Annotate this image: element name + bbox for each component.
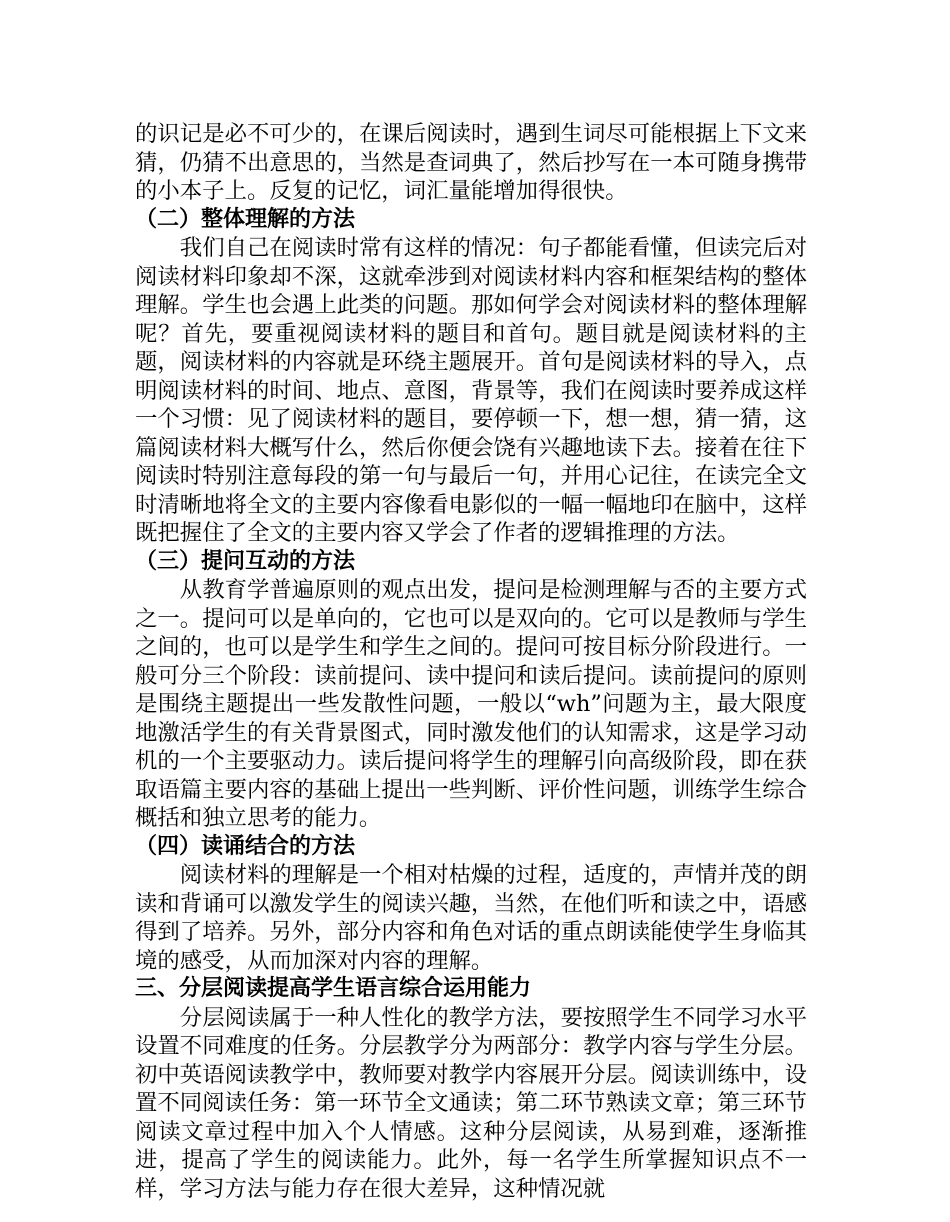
paragraph-questioning: 从教育学普遍原则的观点出发，提问是检测理解与否的主要方式之一。提问可以是单向的，它也可以是双向的。它可以是教师与学生之间的，也可以是学生和学生之间的。提问可按目标分阶段进行。一般可分三个阶段：读前提问、读中提问和读后提问。读前提问的原则是围绕主题提出一些发散性问题，一般以“wh”问题为主，最大限度地激活学生的有关背景图式，同时激发他们的认知需求，这是学习动机的一个主要驱动力。读后提问将学生的理解引向高级阶段，即在获取语篇主要内容的基础上提出一些判断、评价性问题，训练学生综合概括和独立思考的能力。 — [135, 577, 807, 831]
section-heading-layered-reading: 三、分层阅读提高学生语言综合运用能力 — [135, 976, 532, 1001]
paragraph-layered-reading: 分层阅读属于一种人性化的教学方法，要按照学生不同学习水平设置不同难度的任务。分层教学分为两部分：教学内容与学生分层。初中英语阅读教学中，教师要对教学内容展开分层。阅读训练中，设置不同阅读任务：第一环节全文通读；第二环节熟读文章；第三环节阅读文章过程中加入个人情感。这种分层阅读，从易到难，逐渐推进，提高了学生的阅读能力。此外，每一名学生所掌握知识点不一样，学习方法与能力存在很大差异，这种情况就 — [135, 1004, 807, 1202]
paragraph-vocabulary-memory: 的识记是必不可少的，在课后阅读时，遇到生词尽可能根据上下文来猜，仍猜不出意思的，当然是查词典了，然后抄写在一本可随身携带的小本子上。反复的记忆，词汇量能增加得很快。 — [135, 121, 807, 204]
section-heading-reading-reciting: （四）读诵结合的方法 — [135, 833, 356, 859]
section-heading-questioning: （三）提问互动的方法 — [135, 548, 356, 574]
paragraph-overall-understanding: 我们自己在阅读时常有这样的情况：句子都能看懂，但读完后对阅读材料印象却不深，这就牵涉到对阅读材料内容和框架结构的整体理解。学生也会遇上此类的问题。那如何学会对阅读材料的整体理解呢？首先，要重视阅读材料的题目和首句。题目就是阅读材料的主题，阅读材料的内容就是环绕主题展开。首句是阅读材料的导入，点明阅读材料的时间、地点、意图，背景等，我们在阅读时要养成这样一个习惯：见了阅读材料的题目，要停顿一下，想一想，猜一猜，这篇阅读材料大概写什么，然后你便会饶有兴趣地读下去。接着在往下阅读时特别注意每段的第一句与最后一句，并用心记往，在读完全文时清晰地将全文的主要内容像看电影似的一幅一幅地印在脑中，这样既把握住了全文的主要内容又学会了作者的逻辑推理的方法。 — [135, 235, 807, 546]
document-page — [135, 120, 807, 1203]
paragraph-reading-reciting: 阅读材料的理解是一个相对枯燥的过程，适度的，声情并茂的朗读和背诵可以激发学生的阅读兴趣，当然，在他们听和读之中，语感得到了培养。另外，部分内容和角色对话的重点朗读能使学生身临其境的感受，从而加深对内容的理解。 — [135, 862, 807, 974]
section-heading-overall-understanding: （二）整体理解的方法 — [135, 206, 356, 232]
